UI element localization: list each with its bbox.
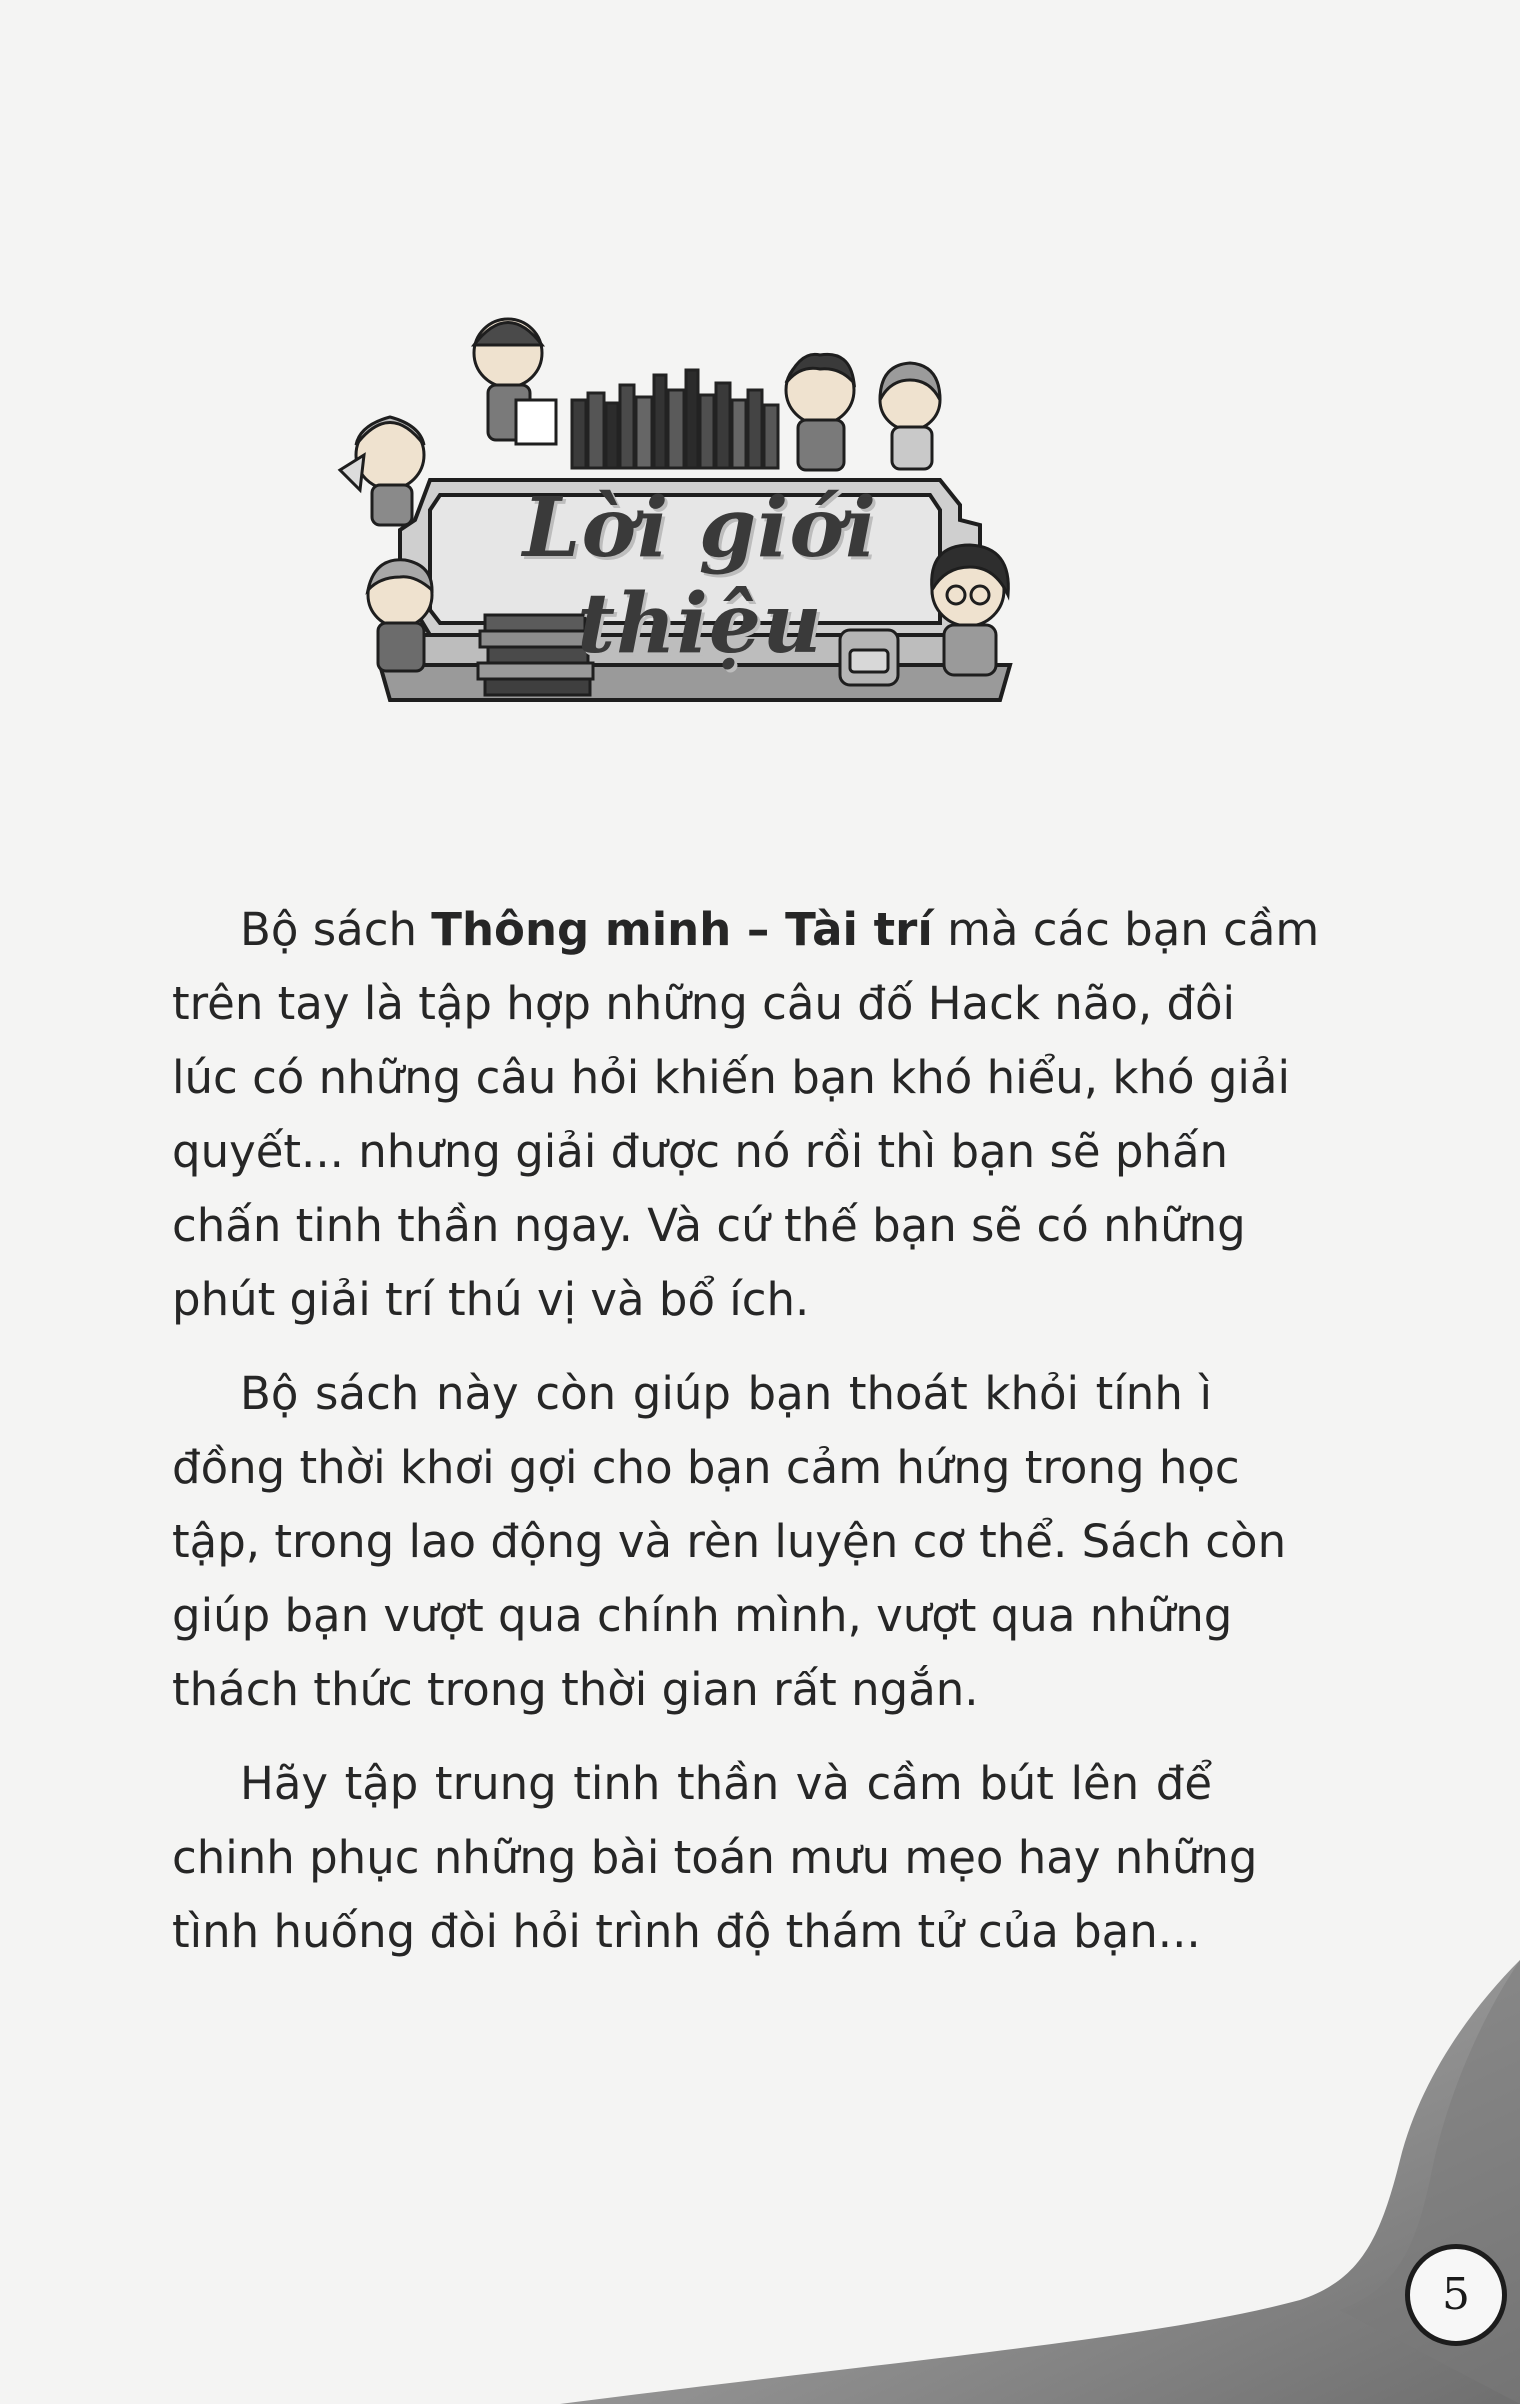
text-segment: lúc có những câu hỏi khiến bạn khó hiểu, khó giải: [172, 1051, 1290, 1104]
text-line: [172, 1189, 1246, 1263]
boy-bottom-left: [368, 560, 432, 671]
text-line: [172, 1115, 1229, 1189]
title-banner: [320, 305, 1060, 715]
text-line: [172, 1263, 1212, 1337]
text-line: [172, 1895, 1212, 1969]
text-segment: chinh phục những bài toán mưu mẹo hay những: [172, 1831, 1258, 1884]
intro-text: [172, 893, 1320, 1989]
girl-left: [340, 417, 424, 525]
text-line: [172, 1357, 1212, 1431]
text-segment: chấn tinh thần ngay. Và cứ thế bạn sẽ có những: [172, 1199, 1246, 1252]
girl-with-glasses: [932, 545, 1009, 675]
boy-right: [786, 354, 854, 470]
text-line: [172, 1653, 1212, 1727]
text-line: [172, 1579, 1233, 1653]
paragraph: [172, 1747, 1258, 1969]
paragraph: [172, 1357, 1287, 1727]
text-segment: đồng thời khơi gợi cho bạn cảm hứng trong học: [172, 1441, 1240, 1494]
text-segment: mà các bạn cầm: [932, 903, 1320, 956]
text-segment: phút giải trí thú vị và bổ ích.: [172, 1273, 810, 1326]
page-number: 5: [1405, 2244, 1507, 2346]
paragraph: [172, 893, 1320, 1337]
text-line: [172, 1505, 1287, 1579]
text-segment: Bộ sách: [240, 903, 432, 956]
page-title: Lời giới thiệu: [522, 480, 878, 672]
text-line: [172, 893, 1320, 967]
child-with-cap: [474, 319, 556, 444]
bookshelf-books: [572, 370, 778, 468]
text-segment: quyết... nhưng giải được nó rồi thì bạn sẽ phấn: [172, 1125, 1229, 1178]
girl-top-right: [880, 363, 940, 469]
text-segment: trên tay là tập hợp những câu đố Hack não, đôi: [172, 977, 1236, 1030]
text-segment: tình huống đòi hỏi trình độ thám tử của bạn...: [172, 1905, 1201, 1958]
text-segment: Bộ sách này còn giúp bạn thoát khỏi tính ì: [240, 1367, 1212, 1420]
text-line: [172, 1041, 1290, 1115]
text-line: [172, 967, 1236, 1041]
text-segment: giúp bạn vượt qua chính mình, vượt qua những: [172, 1589, 1233, 1642]
book-series-name: Thông minh – Tài trí: [431, 903, 933, 956]
text-line: [172, 1747, 1212, 1821]
text-segment: Hãy tập trung tinh thần và cầm bút lên để: [240, 1757, 1212, 1810]
text-segment: thách thức trong thời gian rất ngắn.: [172, 1663, 979, 1716]
text-line: [172, 1431, 1240, 1505]
text-line: [172, 1821, 1258, 1895]
text-segment: tập, trong lao động và rèn luyện cơ thể. Sách còn: [172, 1515, 1287, 1568]
